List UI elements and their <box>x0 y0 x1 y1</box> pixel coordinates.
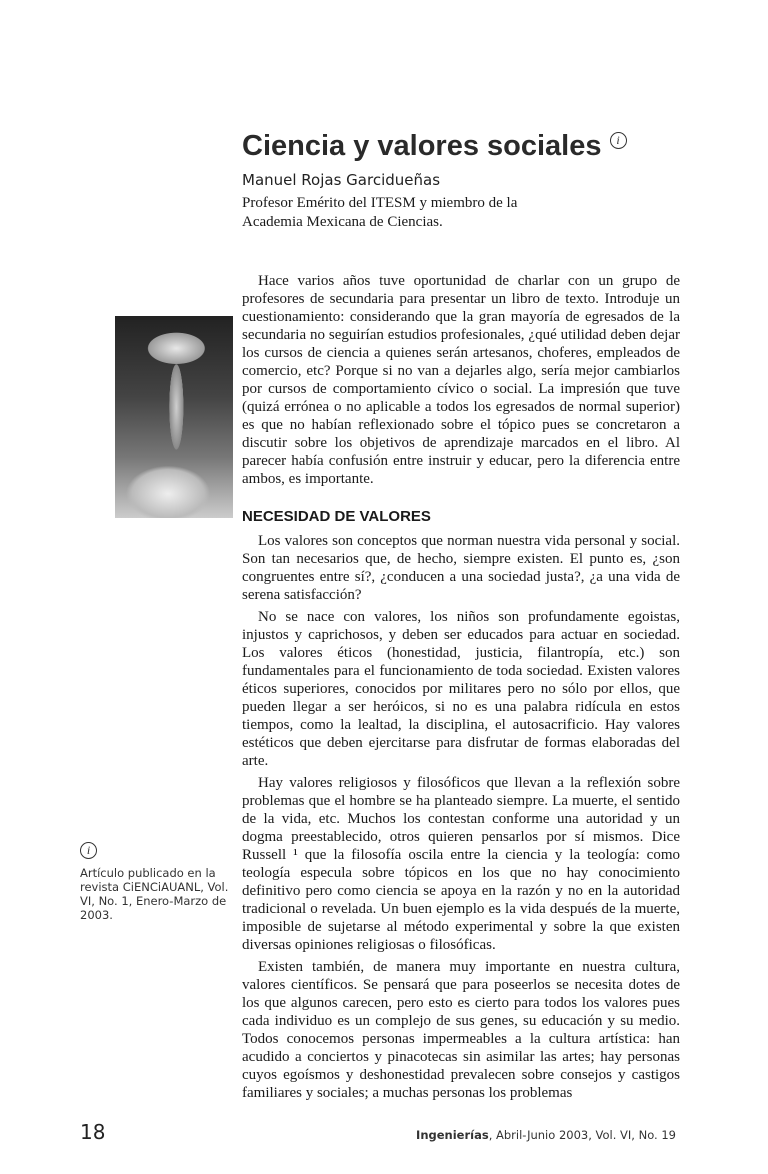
page-number: 18 <box>80 1120 106 1144</box>
author-name: Manuel Rojas Garcidueñas <box>242 171 441 189</box>
journal-footer <box>416 1128 676 1142</box>
mushroom-cloud-photo <box>115 316 233 518</box>
body-paragraph: Existen también, de manera muy importante en nuestra cultura, valores científicos. Se pensará que para poseerlos se necesita dotes de los que algunos carecen, pero esto es cierto para todos los valores pues cada individuo es un complejo de sus genes, su educación y su medio. Todos conocemos personas impermeables a la cultura artística: han acudido a conciertos y pinacotecas sin asimilar las artes; hay personas cuyos egoísmos y deshonestidad prevalecen sobre consejos y castigos familiares y sociales; a muchas personas los problemas <box>242 959 680 1101</box>
affiliation-line: Academia Mexicana de Ciencias. <box>242 214 443 230</box>
article-title <box>242 128 680 164</box>
author-affiliation <box>242 194 680 232</box>
article-column <box>242 0 680 1102</box>
body-paragraph: Los valores son conceptos que norman nuestra vida personal y social. Son tan necesarios que, de hecho, siempre existen. El punto es, ¿son congruentes entre sí?, ¿conducen a una sociedad justa?, ¿a una vida de serena satisfacción? <box>242 533 680 603</box>
title-text: Ciencia y valores sociales <box>242 130 602 162</box>
body-paragraph: No se nace con valores, los niños son profundamente egoistas, injustos y caprichosos, y deben ser educados para actuar en sociedad. Los valores éticos (honestidad, justicia, filantropía, etc.) son fundamentales para el funcionamiento de toda sociedad. Existen valores éticos superiores, conocidos por militares pero no sólo por ellos, que pueden llegar a ser heróicos, si no es una palabra ridícula en estos tiempos, como la lealtad, la disciplina, el autosacrificio. Hay valores estéticos que deben ejercitarse para disfrutar de formas elaboradas del arte. <box>242 609 680 769</box>
info-icon: i <box>610 132 627 149</box>
affiliation-line: Profesor Emérito del ITESM y miembro de la <box>242 195 518 211</box>
intro-paragraph: Hace varios años tuve oportunidad de charlar con un grupo de profesores de secundaria para presentar un libro de texto. Introduje un cuestionamiento: considerando que la gran mayoría de egresados de la secundaria no seguirían estudios profesionales, ¿qué utilidad deben dejar los cursos de ciencia a quienes serán artesanos, choferes, empleados de comercio, etc? Porque si no van a dejarles algo, sería mejor cambiarlos por cursos de comportamiento cívico o social. La impresión que tuve (quizá errónea o no aplicable a todos los egresados de normal superior) es que no habían reflexionado sobre el tópico pues se concretaron a discutir sobre los objetivos de aprendizaje marcados en el libro. Al parecer había confusión entre instruir y educar, pero la diferencia entre ambos, es importante. <box>242 273 680 487</box>
page-footer <box>80 1120 676 1144</box>
section-heading: NECESIDAD DE VALORES <box>242 508 431 525</box>
info-icon: i <box>80 842 97 859</box>
publication-note: Artículo publicado en la revista CiENCiAUANL, Vol. VI, No. 1, Enero-Marzo de 2003. <box>80 866 229 922</box>
journal-issue: , Abril-Junio 2003, Vol. VI, No. 19 <box>488 1128 676 1142</box>
journal-name: Ingenierías <box>416 1128 489 1142</box>
body-paragraph: Hay valores religiosos y filosóficos que llevan a la reflexión sobre problemas que el hombre se ha planteado siempre. La muerte, el sentido de la vida, etc. Muchos los contestan conforme una autoridad y un dogma preestablecido, otros quieren pensarlos por sí mismos. Dice Russell ¹ que la filosofía oscila entre la ciencia y la teología: como teología especula sobre tópicos en los que no hay conocimiento definitivo pero como ciencia se apoya en la razón y no en la autoridad tradicional o revelada. Un buen ejemplo es la vida después de la muerte, imposible de sujetarse al método experimental y sobre la que existen diversas opiniones religiosas o filosóficas. <box>242 775 680 953</box>
